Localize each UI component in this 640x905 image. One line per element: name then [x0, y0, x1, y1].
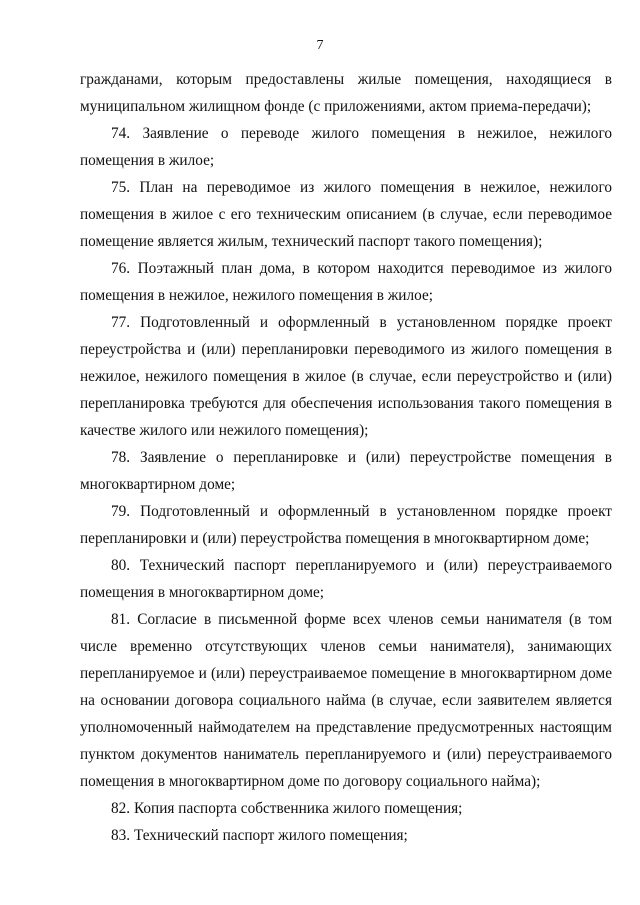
list-item-76: 76. Поэтажный план дома, в котором находится переводимое из жилого помещения в нежилое, нежилого помещения в жилое;: [80, 260, 612, 304]
list-item-78: 78. Заявление о перепланировке и (или) переустройстве помещения в многоквартирном доме;: [80, 449, 612, 493]
list-item-77: 77. Подготовленный и оформленный в установленном порядке проект переустройства и (или) перепланировки переводимого из жилого помещения в нежилое, нежилого помещения в жилое (в случае, если переустройство и (или) перепланировка требуются для обеспечения использования такого помещения в качестве жилого или нежилого помещения);: [80, 314, 612, 439]
list-item-74: 74. Заявление о переводе жилого помещения в нежилое, нежилого помещения в жилое;: [80, 125, 612, 169]
document-body: [80, 66, 612, 849]
list-item-80: 80. Технический паспорт перепланируемого и (или) переустраиваемого помещения в многоквартирном доме;: [80, 557, 612, 601]
paragraph-continuation: гражданами, которым предоставлены жилые помещения, находящиеся в муниципальном жилищном фонде (с приложениями, актом приема-передачи);: [80, 71, 612, 115]
list-item-82: 82. Копия паспорта собственника жилого помещения;: [111, 800, 463, 817]
list-item-79: 79. Подготовленный и оформленный в установленном порядке проект перепланировки и (или) переустройства помещения в многоквартирном доме;: [80, 503, 612, 547]
list-item-75: 75. План на переводимое из жилого помещения в нежилое, нежилого помещения в жилое с его техническим описанием (в случае, если переводимое помещение является жилым, технический паспорт такого помещения);: [80, 179, 612, 250]
list-item-83: 83. Технический паспорт жилого помещения;: [111, 827, 408, 844]
list-item-81: 81. Согласие в письменной форме всех членов семьи нанимателя (в том числе временно отсутствующих членов семьи нанимателя), занимающих перепланируемое и (или) переустраиваемое помещение в многоквартирном доме на основании договора социального найма (в случае, если заявителем является уполномоченный наймодателем на представление предусмотренных настоящим пунктом документов наниматель перепланируемого и (или) переустраиваемого помещения в многоквартирном доме по договору социального найма);: [80, 611, 612, 790]
page-number: 7: [316, 38, 324, 53]
